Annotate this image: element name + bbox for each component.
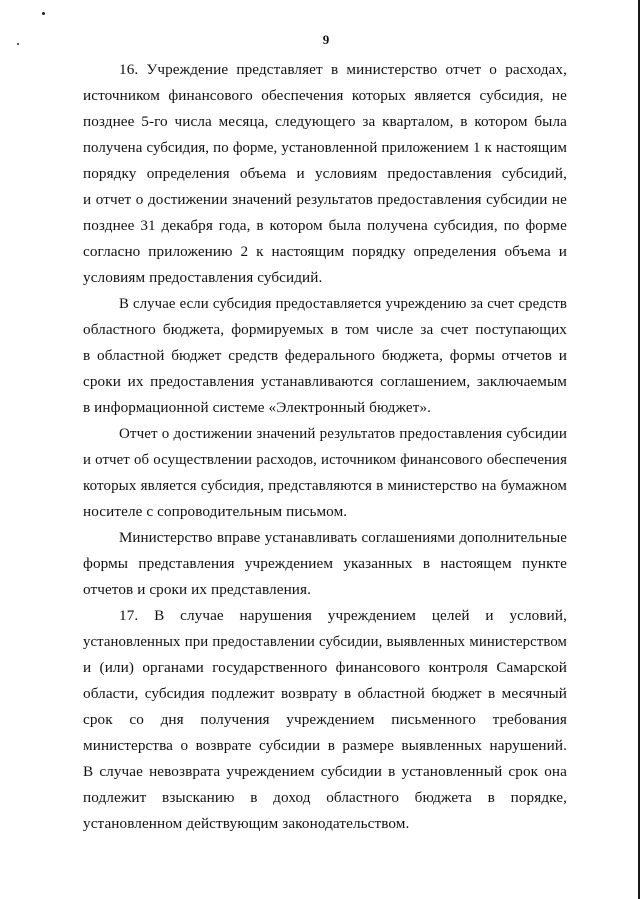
paragraph-line: носителе с сопроводительным письмом. — [83, 503, 348, 520]
paragraph-line: получена субсидия, по форме, установленной приложением 1 к настоящим — [83, 140, 567, 156]
paragraph-line: отчетов и сроки их представления. — [83, 581, 312, 598]
page-number: 9 — [322, 32, 330, 47]
paragraph-line: В случае невозврата учреждением субсидии в установленный срок она — [83, 763, 567, 780]
paragraph-line: согласно приложению 2 к настоящим порядку определения объема и — [83, 243, 567, 260]
paragraph-line: и отчет о достижении значений результатов предоставления субсидии не — [83, 191, 567, 208]
paragraph-line: порядку определения объема и условиям предоставления субсидий, — [83, 165, 567, 182]
paragraph-line: которых является субсидия, представляются в министерство на бумажном — [83, 478, 567, 494]
paragraph-line: 17. В случае нарушения учреждением целей и условий, — [119, 607, 567, 624]
document-body — [83, 57, 567, 837]
paragraph-line: установленном действующим законодательством. — [83, 815, 410, 832]
paragraph-line: области, субсидия подлежит возврату в областной бюджет в месячный — [83, 685, 567, 702]
paragraph-line: подлежит взысканию в доход областного бюджета в порядке, — [83, 789, 567, 806]
paragraph-line: в областной бюджет средств федерального бюджета, формы отчетов и — [83, 347, 567, 364]
paragraph-line: сроки их предоставления устанавливаются соглашением, заключаемым — [83, 373, 567, 390]
paragraph-line: формы представления учреждением указанных в настоящем пункте — [83, 555, 567, 572]
paragraph-line: срок со дня получения учреждением письменного требования — [83, 711, 567, 728]
paragraph-line: позднее 31 декабря года, в котором была получена субсидия, по форме — [83, 217, 567, 234]
paragraph-line: в информационной системе «Электронный бюджет». — [83, 399, 432, 416]
paragraph — [83, 603, 567, 837]
paragraph-line: областного бюджета, формируемых в том числе за счет поступающих — [83, 321, 567, 338]
paragraph — [83, 525, 567, 603]
paragraph-line: источником финансового обеспечения которых является субсидия, не — [83, 87, 567, 104]
paragraph — [83, 57, 567, 291]
paragraph-line: Отчет о достижении значений результатов предоставления субсидии — [119, 426, 567, 442]
paragraph-line: и (или) органами государственного финансового контроля Самарской — [83, 659, 567, 676]
paragraph — [83, 291, 567, 421]
scan-artifact-dot — [42, 12, 45, 15]
paragraph-line: позднее 5-го числа месяца, следующего за кварталом, в котором была — [83, 113, 567, 130]
paragraph — [83, 421, 567, 525]
paragraph-line: 16. Учреждение представляет в министерство отчет о расходах, — [119, 61, 567, 78]
paragraph-line: В случае если субсидия предоставляется учреждению за счет средств — [119, 296, 567, 312]
paragraph-line: установленных при предоставлении субсидии, выявленных министерством — [83, 634, 567, 650]
paragraph-line: министерства о возврате субсидии в размере выявленных нарушений. — [83, 737, 567, 754]
paragraph-line: Министерство вправе устанавливать соглашениями дополнительные — [119, 530, 567, 546]
paragraph-line: и отчет об осуществлении расходов, источником финансового обеспечения — [83, 452, 567, 468]
paragraph-line: условиям предоставления субсидий. — [83, 269, 323, 286]
